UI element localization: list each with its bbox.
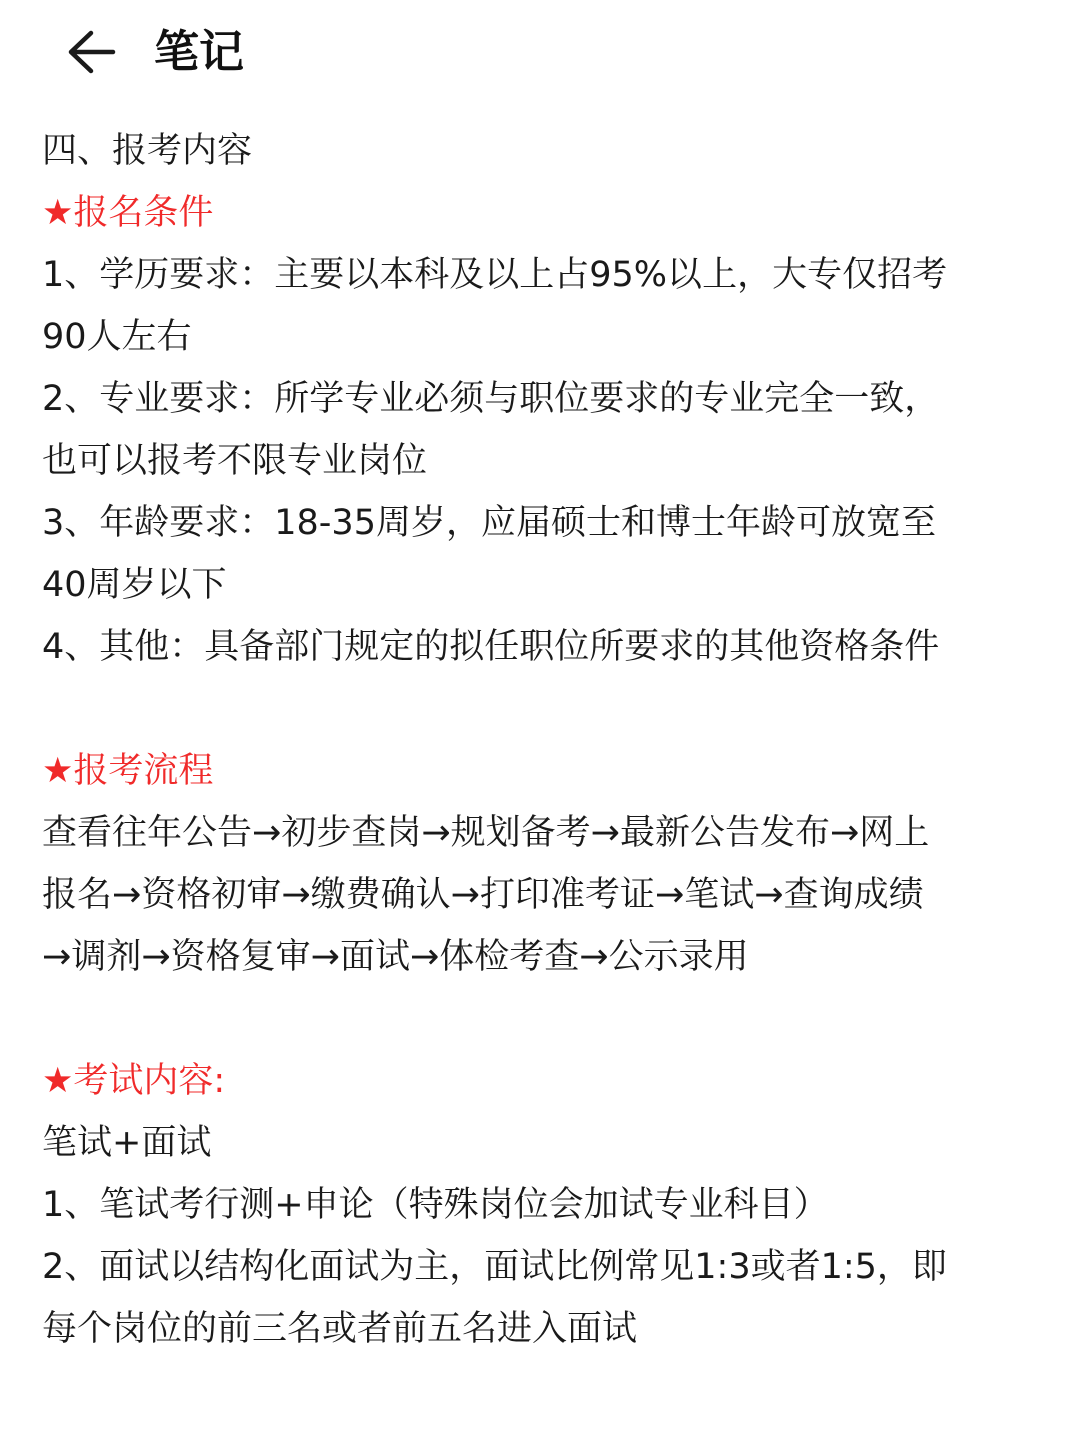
note-line: 40周岁以下: [42, 565, 227, 605]
subheading-registration-conditions: ★报名条件: [42, 193, 214, 233]
subheading-application-process: ★报考流程: [42, 751, 214, 791]
note-line: 90人左右: [42, 317, 192, 357]
back-button[interactable]: [58, 22, 124, 82]
note-line: 4、其他：具备部门规定的拟任职位所要求的其他资格条件: [42, 627, 940, 667]
top-bar: [0, 0, 1080, 110]
note-line: 查看往年公告→初步查岗→规划备考→最新公告发布→网上: [42, 813, 930, 853]
subheading-exam-content: ★考试内容:: [42, 1061, 226, 1101]
note-line: 笔试+面试: [42, 1123, 212, 1163]
page-title: 笔记: [154, 25, 245, 78]
note-line: 3、年龄要求：18-35周岁，应届硕士和博士年龄可放宽至: [42, 503, 936, 543]
note-body[interactable]: [42, 120, 1042, 1360]
note-line: 2、面试以结构化面试为主，面试比例常见1:3或者1:5，即: [42, 1247, 947, 1287]
arrow-left-icon: [65, 29, 117, 75]
note-line: →调剂→资格复审→面试→体检考查→公示录用: [42, 937, 749, 977]
note-line: 每个岗位的前三名或者前五名进入面试: [42, 1309, 638, 1349]
section-heading: 四、报考内容: [42, 131, 253, 171]
note-line: 报名→资格初审→缴费确认→打印准考证→笔试→查询成绩: [42, 875, 924, 915]
note-line: 1、笔试考行测+申论（特殊岗位会加试专业科目）: [42, 1185, 829, 1225]
note-line: 2、专业要求：所学专业必须与职位要求的专业完全一致，: [42, 379, 940, 419]
blank-line: [42, 678, 1042, 740]
note-line: 1、学历要求：主要以本科及以上占95%以上，大专仅招考: [42, 255, 948, 295]
note-line: 也可以报考不限专业岗位: [42, 441, 428, 481]
blank-line: [42, 988, 1042, 1050]
